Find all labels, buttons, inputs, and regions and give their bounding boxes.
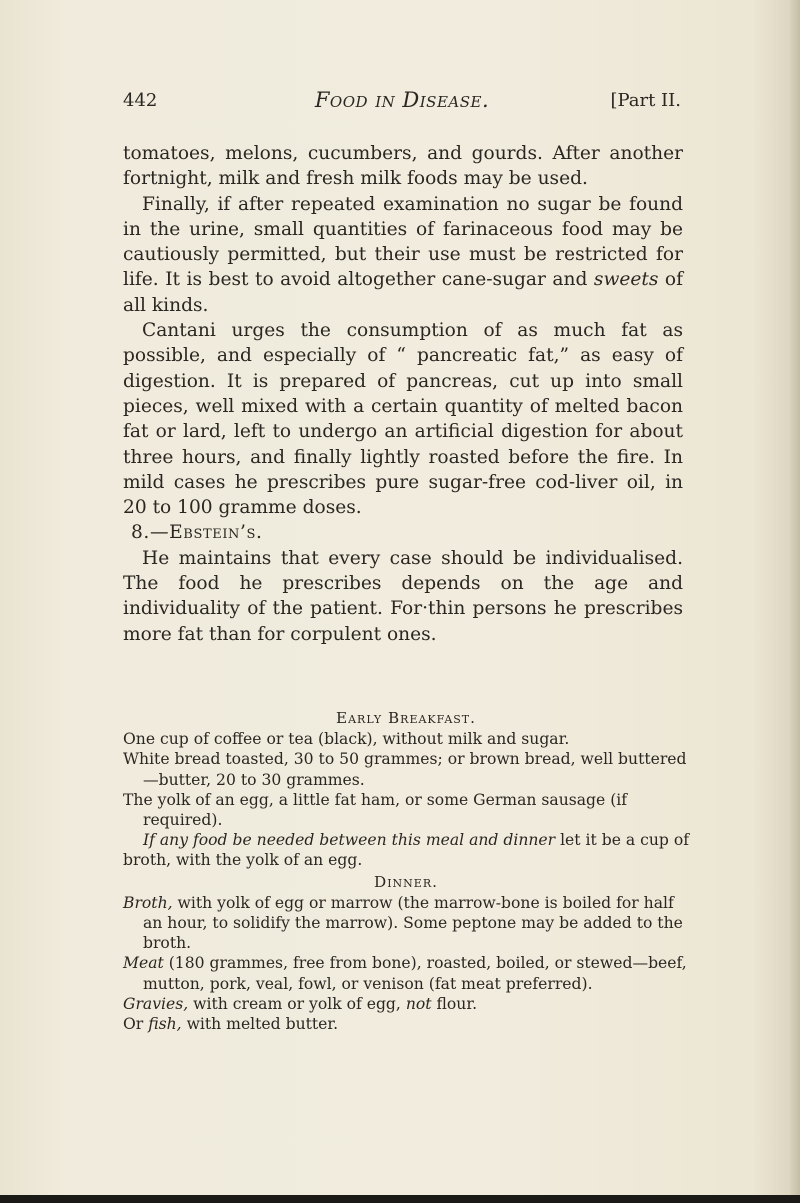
breakfast-item: The yolk of an egg, a little fat ham, or some German sausage (if required). xyxy=(123,790,628,830)
page-edge-shadow xyxy=(790,0,800,1203)
paragraph-ebstein: He maintains that every case should be individualised. The food he prescribes depends on the age and individuality of the patient. For·thin persons he prescribes more fat than for corpulent ones. xyxy=(123,547,683,645)
dinner-heading: Dinner. xyxy=(374,872,438,891)
diet-list xyxy=(123,708,689,1034)
part-label: [Part II. xyxy=(610,90,681,111)
dinner-item: Meat (180 grammes, free from bone), roasted, boiled, or stewed—beef, mutton, pork, veal, fowl, or venison (fat meat preferred). xyxy=(123,954,687,993)
breakfast-heading: Early Breakfast. xyxy=(336,709,476,727)
section-heading: 8.—Ebstein’s. xyxy=(131,522,263,544)
breakfast-note: If any food be needed between this meal and dinner let it be a cup of broth, with the yolk of an egg. xyxy=(123,831,690,870)
page-number: 442 xyxy=(123,90,158,111)
paragraph-finally: Finally, if after repeated examination no sugar be found in the urine, small quantities of farinaceous food may be cautiously permitted, but their use must be restricted for life. It is best to avoid altogether cane-sugar and sweets of all kinds. xyxy=(123,193,683,316)
running-title: Food in Disease. xyxy=(314,88,490,112)
breakfast-item: White bread toasted, 30 to 50 grammes; or brown bread, well buttered—butter, 20 to 30 grammes. xyxy=(123,750,687,789)
paragraph-continued: tomatoes, melons, cucumbers, and gourds. After another fortnight, milk and fresh milk foods may be used. xyxy=(123,143,683,190)
dinner-item: Broth, with yolk of egg or marrow (the marrow-bone is boiled for half an hour, to solidify the marrow). Some peptone may be added to the broth. xyxy=(123,893,683,953)
paragraph-cantani: Cantani urges the consumption of as much fat as possible, and especially of “ pancreatic fat,” as easy of digestion. It is prepared of pancreas, cut up into small pieces, well mixed with a certain quantity of melted bacon fat or lard, left to undergo an artificial digestion for about three hours, and finally lightly roasted before the fire. In mild cases he prescribes pure sugar-free cod-liver oil, in 20 to 100 gramme doses. xyxy=(123,320,683,519)
dinner-item: Or fish, with melted butter. xyxy=(123,1015,339,1034)
dinner-item: Gravies, with cream or yolk of egg, not flour. xyxy=(123,994,478,1013)
emphasis-sweets: sweets xyxy=(593,269,659,291)
bottom-binding-edge xyxy=(0,1195,800,1203)
breakfast-item: One cup of coffee or tea (black), without milk and sugar. xyxy=(123,730,570,749)
page-header xyxy=(123,88,681,120)
body-text xyxy=(123,141,683,647)
